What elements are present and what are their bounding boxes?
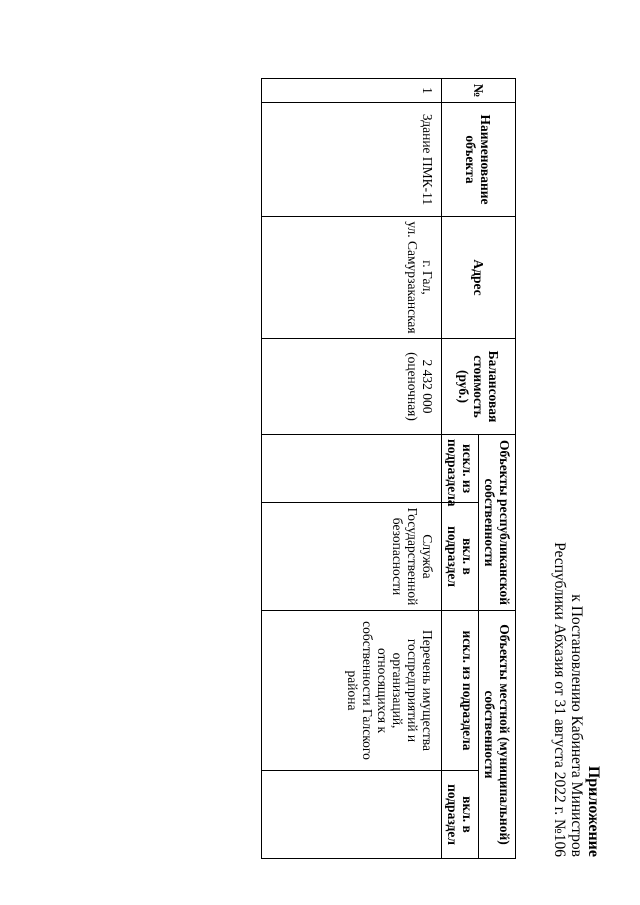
header-local-incl: вкл. в подраздел: [442, 771, 479, 859]
cell-local-excl: Перечень имущества госпредприятий и организаций, относящихся к собственности Галского района: [262, 611, 442, 771]
header-local-group: Объекты местной (муниципальной) собственности: [479, 611, 516, 859]
header-name: Наименование объекта: [442, 103, 516, 217]
header-address: Адрес: [442, 217, 516, 339]
header-republic-excl: искл. из подраздела: [442, 435, 479, 503]
address-street: ул. Самурзаканская: [405, 221, 420, 334]
cell-local-incl: [262, 771, 442, 859]
cell-name: Здание ПМК-11: [262, 103, 442, 217]
header-cost: Балансовая стоимость (руб.): [442, 339, 516, 435]
header-republic-group: Объекты республиканской собственности: [479, 435, 516, 611]
cell-cost: [262, 339, 442, 435]
table-row: [262, 79, 442, 859]
header-num: №: [442, 79, 516, 103]
cell-address: [262, 217, 442, 339]
appendix-reference-line1: к Постановлению Кабинета Министров: [568, 594, 585, 857]
appendix-header: [551, 337, 602, 857]
appendix-reference-line2: Республики Абхазия от 31 августа 2022 г. №106: [551, 542, 568, 857]
address-city: г. Гал,: [420, 260, 435, 295]
cell-num: 1: [262, 79, 442, 103]
property-table: [261, 78, 516, 859]
cell-republic-excl: [262, 435, 442, 503]
header-republic-incl: вкл. в подраздел: [442, 503, 479, 611]
cell-republic-incl: Служба Государственной безопасности: [262, 503, 442, 611]
cost-note: (оценочная): [405, 352, 420, 421]
header-local-excl: искл. из подраздела: [442, 611, 479, 771]
appendix-title: Приложение: [585, 765, 602, 857]
table-header-row: [479, 79, 516, 859]
cost-value: 2 432 000: [420, 359, 435, 414]
